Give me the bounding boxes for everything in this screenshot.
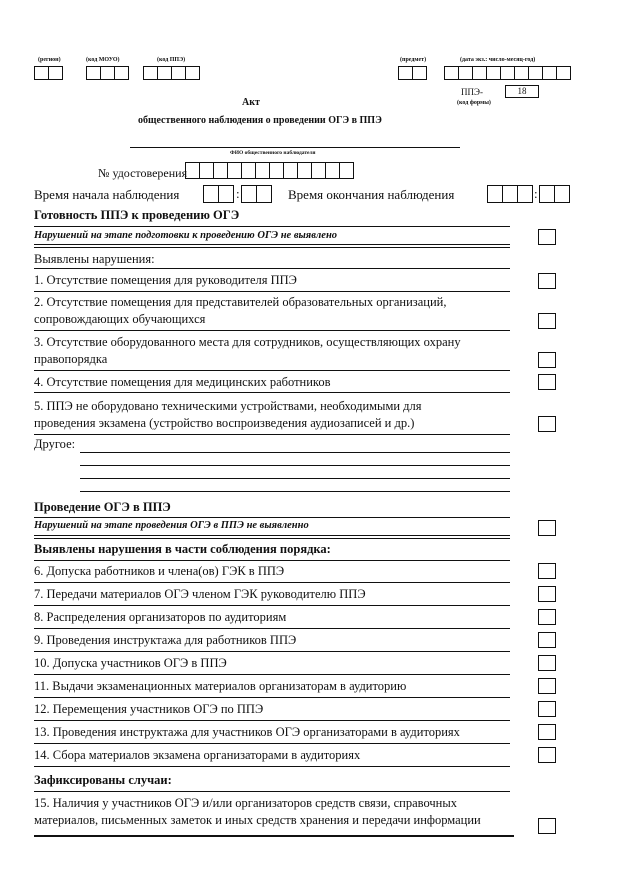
item-11-checkbox[interactable] <box>538 678 556 694</box>
start-time-label: Время начала наблюдения <box>34 187 180 202</box>
item-12-label: 12. Перемещения участников ОГЭ по ППЭ <box>34 702 264 716</box>
fio-line[interactable] <box>130 147 460 148</box>
id-label: № удостоверения <box>98 166 188 180</box>
date-boxes[interactable] <box>444 66 571 80</box>
item-7-checkbox[interactable] <box>538 586 556 602</box>
divider <box>34 392 510 393</box>
item-2-checkbox[interactable] <box>538 313 556 329</box>
ppe-label: (код ППЭ) <box>157 57 186 63</box>
divider <box>34 791 510 792</box>
mouo-code-boxes[interactable] <box>86 66 129 80</box>
subject-label: (предмет) <box>400 57 427 63</box>
form-prefix: ППЭ- <box>461 87 483 97</box>
section2-no-violations-checkbox[interactable] <box>538 520 556 536</box>
section2-found-label: Выявлены нарушения в части соблюдения порядка: <box>34 542 331 556</box>
recorded-label: Зафиксированы случаи: <box>34 773 172 787</box>
form-code-label: (код формы) <box>457 100 491 106</box>
item-6-checkbox[interactable] <box>538 563 556 579</box>
item-4-checkbox[interactable] <box>538 374 556 390</box>
divider <box>34 370 510 371</box>
divider <box>34 743 510 744</box>
section2-heading: Проведение ОГЭ в ППЭ <box>34 500 171 514</box>
item-10-label: 10. Допуска участников ОГЭ в ППЭ <box>34 656 227 670</box>
other-line-4[interactable] <box>80 491 510 492</box>
id-number-boxes[interactable] <box>185 162 354 179</box>
item-5-label: 5. ППЭ не оборудовано техническими устройствами, необходимыми для <box>34 399 422 413</box>
subject-code-boxes[interactable] <box>398 66 427 80</box>
divider <box>34 605 510 606</box>
divider <box>34 434 510 435</box>
start-hours-boxes[interactable] <box>203 185 234 203</box>
item-1-checkbox[interactable] <box>538 273 556 289</box>
item-8-checkbox[interactable] <box>538 609 556 625</box>
item-12-checkbox[interactable] <box>538 701 556 717</box>
item-6-label: 6. Допуска работников и члена(ов) ГЭК в ППЭ <box>34 564 285 578</box>
section1-found-label: Выявлены нарушения: <box>34 252 155 266</box>
divider <box>34 651 510 652</box>
divider <box>34 226 510 227</box>
item-8-label: 8. Распределения организаторов по аудиториям <box>34 610 287 624</box>
divider <box>34 330 510 331</box>
item-14-label: 14. Сбора материалов экзамена организаторами в аудиториях <box>34 748 361 762</box>
act-subtitle: общественного наблюдения о проведении ОГЭ в ППЭ <box>138 115 382 126</box>
other-line-2[interactable] <box>80 465 510 466</box>
other-line-3[interactable] <box>80 478 510 479</box>
region-label: (регион) <box>38 57 61 63</box>
date-label: (дата экз.: число-месяц-год) <box>460 57 536 63</box>
item-13-label: 13. Проведения инструктажа для участников ОГЭ организаторами в аудиториях <box>34 725 460 739</box>
divider <box>34 517 510 518</box>
item-11-label: 11. Выдачи экзаменационных материалов организаторам в аудиторию <box>34 679 407 693</box>
item-3-checkbox[interactable] <box>538 352 556 368</box>
item-2-label-cont: сопровождающих обучающихся <box>34 312 206 326</box>
divider <box>34 674 510 675</box>
item-5-checkbox[interactable] <box>538 416 556 432</box>
fio-label: ФИО общественного наблюдателя <box>230 150 316 156</box>
start-minutes-boxes[interactable] <box>241 185 272 203</box>
section1-no-violations-checkbox[interactable] <box>538 229 556 245</box>
end-hours-boxes[interactable] <box>487 185 533 203</box>
end-time-label: Время окончания наблюдения <box>288 187 455 202</box>
section1-no-violations: Нарушений на этапе подготовки к проведению ОГЭ не выявлено <box>34 230 338 241</box>
end-minutes-boxes[interactable] <box>539 185 570 203</box>
divider <box>34 628 510 629</box>
form-number-box: 18 <box>505 85 539 98</box>
item-2-label: 2. Отсутствие помещения для представителей образовательных организаций, <box>34 295 447 309</box>
divider <box>34 535 510 539</box>
item-5-label-cont: проведения экзамена (устройство воспроизведения аудиозаписей и др.) <box>34 416 415 430</box>
item-3-label: 3. Отсутствие оборудованного места для сотрудников, осуществляющих охрану <box>34 335 461 349</box>
item-15-label: 15. Наличия у участников ОГЭ и/или организаторов средств связи, справочных <box>34 796 457 810</box>
divider <box>34 720 510 721</box>
section1-heading: Готовность ППЭ к проведению ОГЭ <box>34 208 240 222</box>
item-9-checkbox[interactable] <box>538 632 556 648</box>
item-10-checkbox[interactable] <box>538 655 556 671</box>
item-13-checkbox[interactable] <box>538 724 556 740</box>
other-line-1[interactable] <box>80 452 510 453</box>
divider <box>34 560 510 561</box>
act-title: Акт <box>242 97 260 108</box>
divider <box>34 268 510 269</box>
item-4-label: 4. Отсутствие помещения для медицинских работников <box>34 375 331 389</box>
item-9-label: 9. Проведения инструктажа для работников ППЭ <box>34 633 297 647</box>
region-code-boxes[interactable] <box>34 66 63 80</box>
end-colon: : <box>534 186 538 201</box>
item-15-label-cont: материалов, письменных заметок и иных средств хранения и передачи информации <box>34 813 481 827</box>
divider <box>34 697 510 698</box>
ppe-code-boxes[interactable] <box>143 66 200 80</box>
item-7-label: 7. Передачи материалов ОГЭ членом ГЭК руководителю ППЭ <box>34 587 366 601</box>
item-15-checkbox[interactable] <box>538 818 556 834</box>
divider <box>34 766 510 767</box>
divider <box>34 835 514 837</box>
item-14-checkbox[interactable] <box>538 747 556 763</box>
section2-no-violations: Нарушений на этапе проведения ОГЭ в ППЭ не выявленно <box>34 520 309 531</box>
item-1-label: 1. Отсутствие помещения для руководителя ППЭ <box>34 273 297 287</box>
mouo-label: (код МОУО) <box>86 57 120 63</box>
other-label: Другое: <box>34 437 76 451</box>
divider <box>34 244 510 248</box>
divider <box>34 291 510 292</box>
start-colon: : <box>236 186 240 201</box>
item-3-label-cont: правопорядка <box>34 352 108 366</box>
divider <box>34 582 510 583</box>
